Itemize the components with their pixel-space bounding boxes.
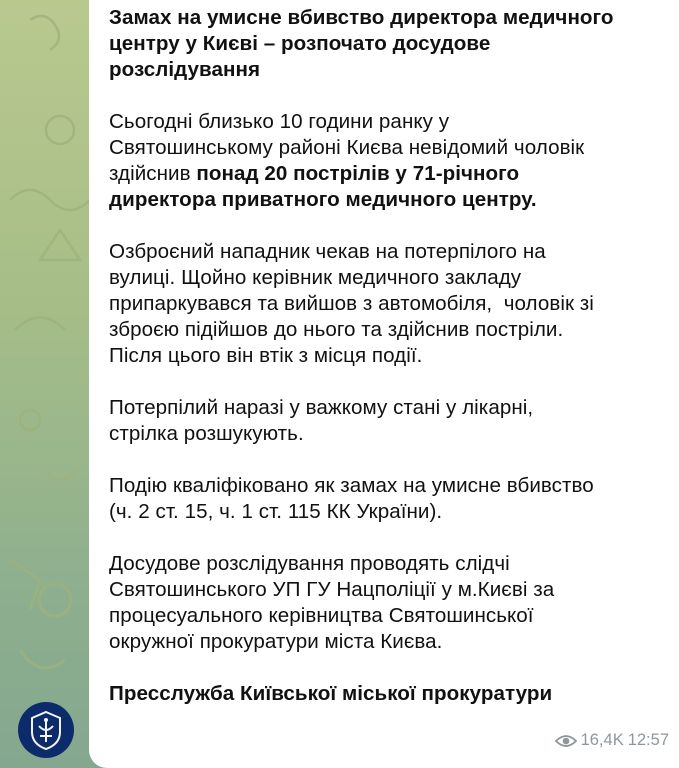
text-line: зброєю підійшов до нього та здійснив постріли. (109, 318, 564, 341)
message-bubble[interactable] (89, 0, 679, 768)
view-count: 16,4K (580, 731, 624, 749)
paragraph-5 (109, 551, 667, 655)
text-line: стрілка розшукують. (109, 422, 304, 445)
message-meta (555, 731, 669, 750)
text-line: процесуального керівництва Святошинської (109, 604, 534, 627)
channel-avatar[interactable] (18, 702, 74, 758)
prosecutor-emblem-icon (24, 708, 68, 752)
text-line: Досудове розслідування проводять слідчі (109, 552, 510, 575)
eye-icon (555, 734, 577, 748)
text-line: припаркувався та вийшов з автомобіля, чоловік зі (109, 292, 594, 315)
text-line: Озброєний нападник чекав на потерпілого на (109, 240, 546, 263)
title-line: центру у Києві – розпочато досудове (109, 32, 491, 55)
text-line: здійснив (109, 162, 197, 185)
paragraph-4 (109, 473, 667, 525)
text-line: Після цього він втік з місця події. (109, 344, 423, 367)
text-line: Сьогодні близько 10 години ранку у (109, 110, 450, 133)
title-line: розслідування (109, 58, 261, 81)
text-line: Святошинського УП ГУ Нацполіції у м.Києві за (109, 578, 555, 601)
text-line: Потерпілий наразі у важкому стані у лікарні, (109, 396, 534, 419)
text-line: окружної прокуратури міста Києва. (109, 630, 443, 653)
message-title (109, 5, 667, 83)
message-time: 12:57 (627, 731, 669, 749)
text-line: (ч. 2 ст. 15, ч. 1 ст. 115 КК України). (109, 500, 443, 523)
paragraph-1 (109, 109, 667, 213)
bold-text: понад 20 пострілів у 71-річного (196, 162, 520, 185)
text-line: вулиці. Щойно керівник медичного закладу (109, 266, 522, 289)
bold-text: директора приватного медичного центру. (109, 188, 537, 211)
message-text (109, 5, 667, 707)
paragraph-3 (109, 395, 667, 447)
paragraph-2 (109, 239, 667, 369)
signature: Пресслужба Київської міської прокуратури (109, 682, 553, 705)
title-line: Замах на умисне вбивство директора медичного (109, 6, 614, 29)
text-line: Святошинському районі Києва невідомий чоловік (109, 136, 585, 159)
text-line: Подію кваліфіковано як замах на умисне вбивство (109, 474, 594, 497)
